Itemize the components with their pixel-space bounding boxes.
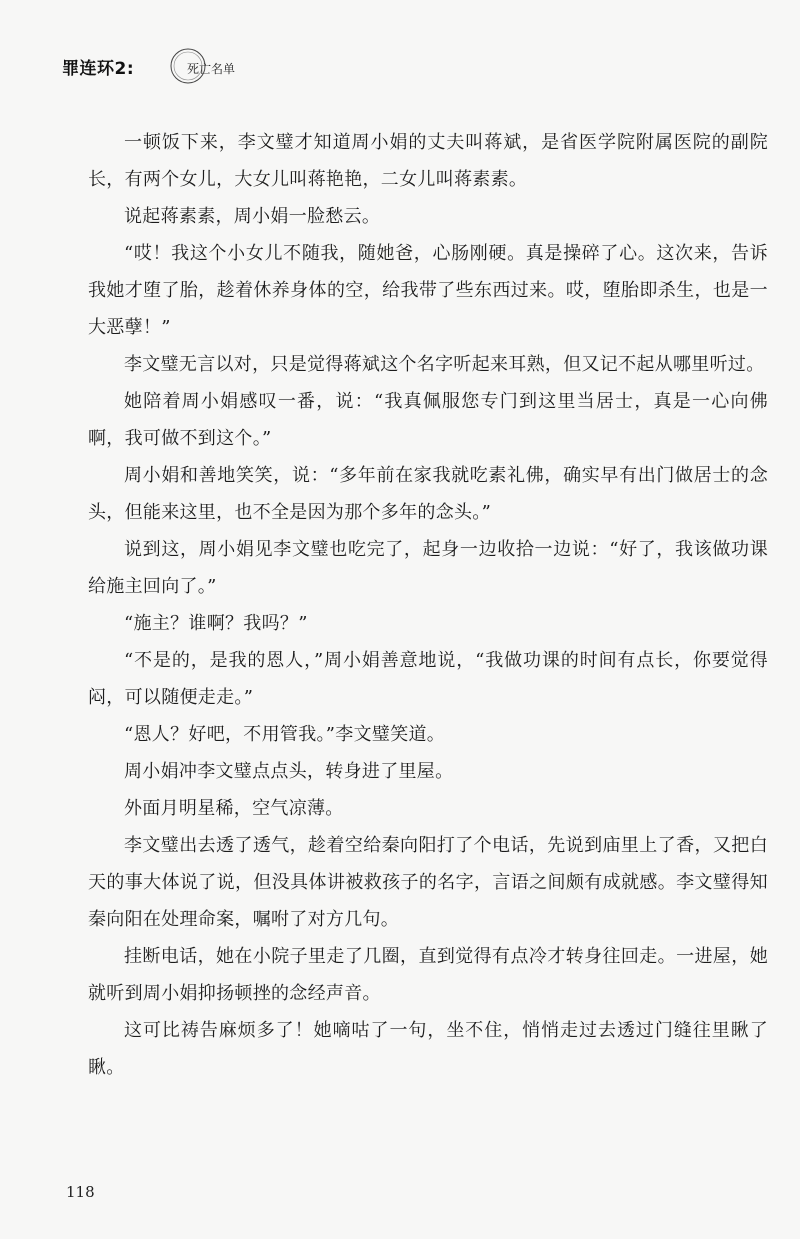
book-subtitle: 死亡名单	[187, 62, 236, 76]
paragraph: “施主？谁啊？我吗？”	[124, 613, 308, 634]
running-header	[62, 46, 282, 90]
paragraph: “恩人？好吧，不用管我。”李文璧笑道。	[124, 724, 446, 745]
paragraph: 这可比祷告麻烦多了！她嘀咕了一句，坐不住，悄悄走过去透过门缝往里瞅了瞅。	[88, 1020, 768, 1078]
page-number: 118	[66, 1183, 95, 1201]
paragraph: 周小娟冲李文璧点点头，转身进了里屋。	[124, 761, 454, 782]
paragraph: 李文璧无言以对，只是觉得蒋斌这个名字听起来耳熟，但又记不起从哪里听过。	[124, 354, 765, 375]
paragraph: 挂断电话，她在小院子里走了几圈，直到觉得有点冷才转身往回走。一进屋，她就听到周小娟抑扬顿挫的念经声音。	[88, 946, 768, 1004]
body-text	[88, 124, 768, 1086]
paragraph: 李文璧出去透了透气，趁着空给秦向阳打了个电话，先说到庙里上了香，又把白天的事大体说了说，但没具体讲被救孩子的名字，言语之间颇有成就感。李文璧得知秦向阳在处理命案，嘱咐了对方几句。	[88, 835, 768, 930]
paragraph: 她陪着周小娟感叹一番，说：“我真佩服您专门到这里当居士，真是一心向佛啊，我可做不到这个。”	[88, 391, 768, 449]
paragraph: 一顿饭下来，李文璧才知道周小娟的丈夫叫蒋斌，是省医学院附属医院的副院长，有两个女儿，大女儿叫蒋艳艳，二女儿叫蒋素素。	[88, 132, 768, 190]
paragraph: 外面月明星稀，空气凉薄。	[124, 798, 344, 819]
paragraph: 周小娟和善地笑笑，说：“多年前在家我就吃素礼佛，确实早有出门做居士的念头，但能来这里，也不全是因为那个多年的念头。”	[88, 465, 768, 523]
paragraph: “哎！我这个小女儿不随我，随她爸，心肠刚硬。真是操碎了心。这次来，告诉我她才堕了胎，趁着休养身体的空，给我带了些东西过来。哎，堕胎即杀生，也是一大恶孽！”	[88, 243, 768, 338]
paragraph: “不是的，是我的恩人，”周小娟善意地说，“我做功课的时间有点长，你要觉得闷，可以随便走走。”	[88, 650, 768, 708]
series-title: 罪连环2:	[62, 59, 135, 79]
paragraph: 说起蒋素素，周小娟一脸愁云。	[124, 206, 381, 227]
paragraph: 说到这，周小娟见李文璧也吃完了，起身一边收拾一边说：“好了，我该做功课给施主回向了。”	[88, 539, 768, 597]
